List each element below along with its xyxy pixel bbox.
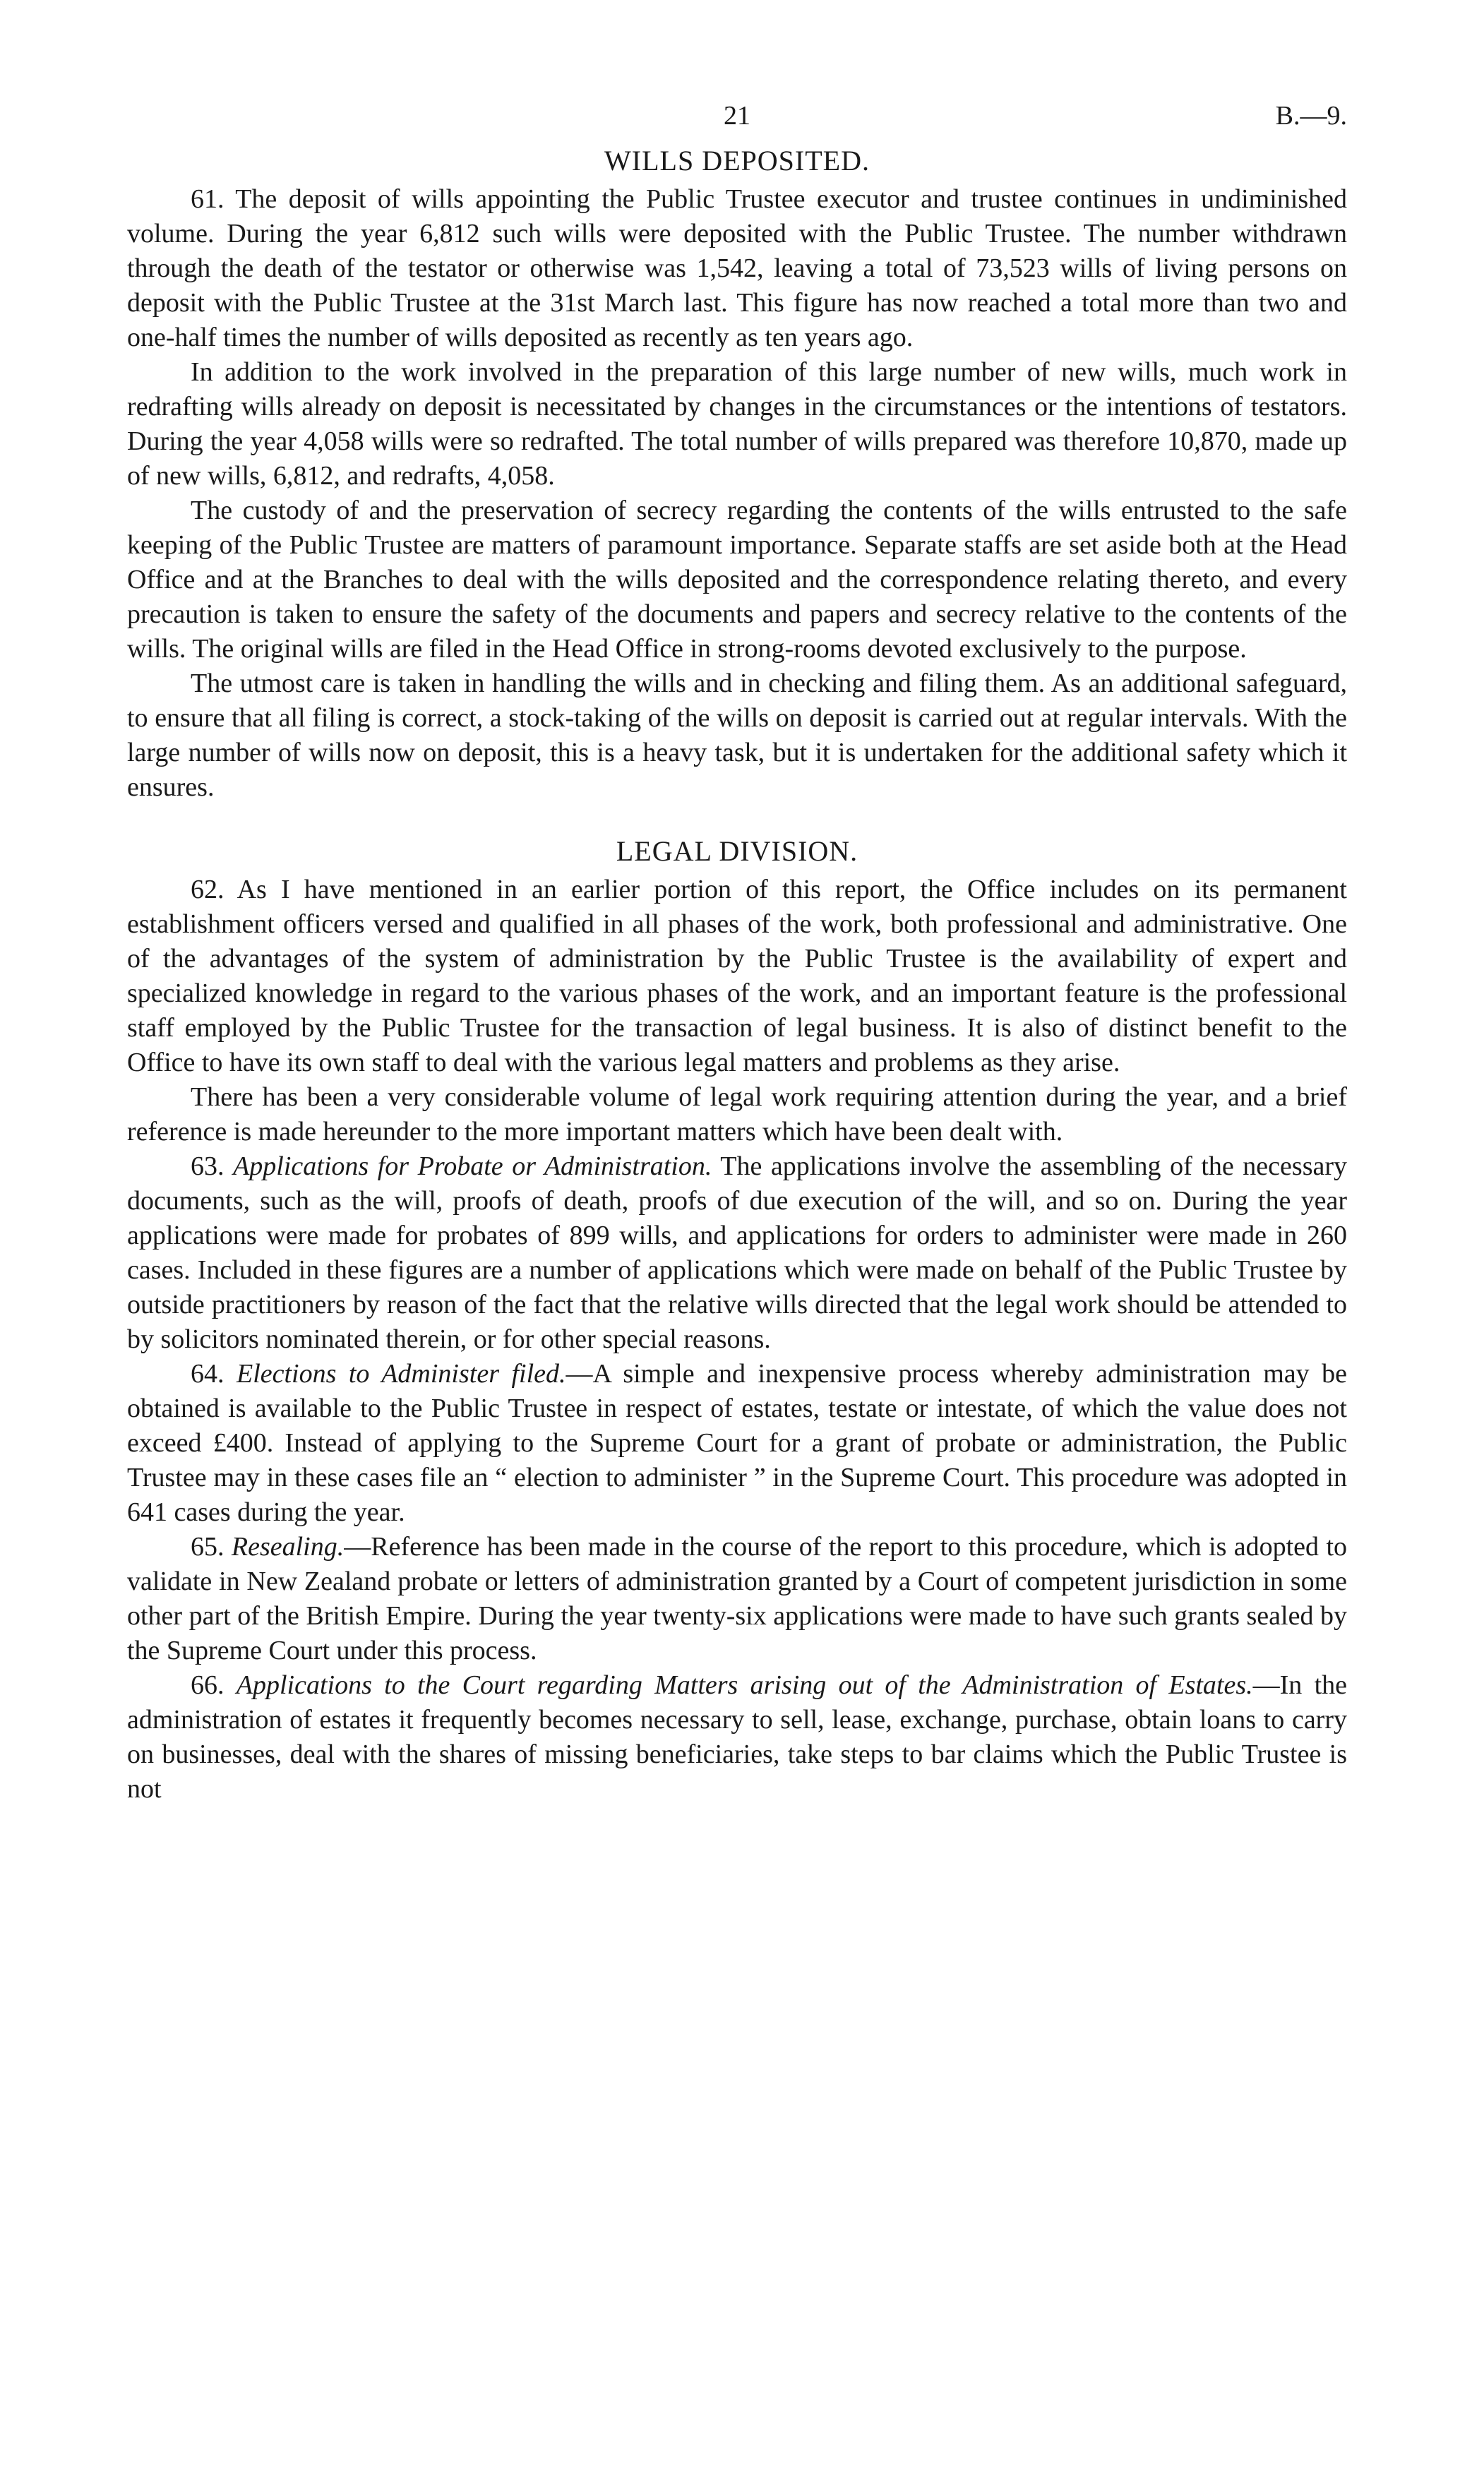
document-page [127,99,1347,1807]
paragraph-63-title: Applications for Probate or Administration. [233,1151,712,1181]
paragraph-65-number: 65. [191,1532,225,1562]
paragraph-61: 61. The deposit of wills appointing the Public Trustee executor and trustee continues in undiminished volume. During the year 6,812 such wills were deposited with the Public Trustee. The number withdrawn through the death of the testator or otherwise was 1,542, leaving a total of 73,523 wills of living persons on deposit with the Public Trustee at the 31st March last. This figure has now reached a total more than two and one-half times the number of wills deposited as recently as ten years ago. [127,184,1347,352]
section-heading-legal-division: LEGAL DIVISION. [616,835,858,867]
paragraph-wills-custody: The custody of and the preservation of secrecy regarding the contents of the wills entrusted to the safe keeping of the Public Trustee are matters of paramount importance. Separate staffs are set aside both at the Head Office and at the Branches to deal with the wills deposited and the correspondence relating thereto, and every precaution is taken to ensure the safety of the documents and papers and secrecy relative to the contents of the wills. The original wills are filed in the Head Office in strong-rooms devoted exclusively to the purpose. [127,496,1347,664]
paragraph-legal-work-volume: There has been a very considerable volume of legal work requiring attention during the year, and a brief reference is made hereunder to the more important matters which have been dealt with. [127,1082,1347,1146]
section-heading-wills-deposited: WILLS DEPOSITED. [604,145,870,176]
paragraph-66 [127,1668,1347,1807]
paragraph-65-title: Resealing. [231,1532,345,1562]
paragraph-63-body: The applications involve the assembling of the necessary documents, such as the will, proofs of death, proofs of due execution of the will, and so on. During the year applications were made for probates of 899 wills, and applications for orders to administer were made in 260 cases. Included in these figures are a number of applications which were made on behalf of the Public Trustee by outside practitioners by reason of the fact that the relative wills directed that the legal work should be attended to by solicitors nominated therein, or for other special reasons. [127,1151,1348,1354]
paragraph-66-body: —In the administration of estates it frequently becomes necessary to sell, lease, exchange, purchase, obtain loans to carry on businesses, deal with the shares of missing beneficiaries, take steps to bar claims which the Public Trustee is not [127,1670,1347,1804]
paragraph-66-number: 66. [191,1670,225,1700]
paragraph-64-body: —A simple and inexpensive process whereby administration may be obtained is available to the Public Trustee in respect of estates, testate or intestate, of which the value does not exceed £400. Instead of applying to the Supreme Court for a grant of probate or administration, the Public Trustee may in these cases file an “ election to administer ” in the Supreme Court. This procedure was adopted in 641 cases during the year. [127,1359,1347,1527]
paragraph-64-number: 64. [191,1359,225,1389]
paragraph-65-body: —Reference has been made in the course of the report to this procedure, which is adopted to validate in New Zealand probate or letters of administration granted by a Court of competent jurisdiction in some other part of the British Empire. During the year twenty-six applications were made to have such grants sealed by the Supreme Court under this process. [127,1532,1347,1665]
document-reference: B.—9. [1275,101,1347,131]
paragraph-64 [127,1357,1347,1530]
paragraph-wills-handling: The utmost care is taken in handling the wills and in checking and filing them. As an additional safeguard, to ensure that all filing is correct, a stock-taking of the wills on deposit is carried out at regular intervals. With the large number of wills now on deposit, this is a heavy task, but it is undertaken for the additional safety which it ensures. [127,669,1347,802]
page-number: 21 [724,101,750,131]
page-header [127,99,1347,140]
paragraph-62: 62. As I have mentioned in an earlier portion of this report, the Office includes on its permanent establishment officers versed and qualified in all phases of the work, both professional and administrative. One of the advantages of the system of administration by the Public Trustee is the availability of expert and specialized knowledge in regard to the various phases of the work, and an important feature is the professional staff employed by the Public Trustee for the transaction of legal business. It is also of distinct benefit to the Office to have its own staff to deal with the various legal matters and problems as they arise. [127,875,1347,1077]
paragraph-63 [127,1149,1347,1357]
paragraph-65 [127,1530,1347,1668]
paragraph-64-title: Elections to Administer filed. [236,1359,566,1389]
paragraph-63-number: 63. [191,1151,225,1181]
paragraph-66-title: Applications to the Court regarding Matters arising out of the Administration of Estates. [236,1670,1253,1700]
paragraph-wills-redrafting: In addition to the work involved in the preparation of this large number of new wills, much work in redrafting wills already on deposit is necessitated by changes in the circumstances or the intentions of testators. During the year 4,058 wills were so redrafted. The total number of wills prepared was therefore 10,870, made up of new wills, 6,812, and redrafts, 4,058. [127,357,1347,491]
